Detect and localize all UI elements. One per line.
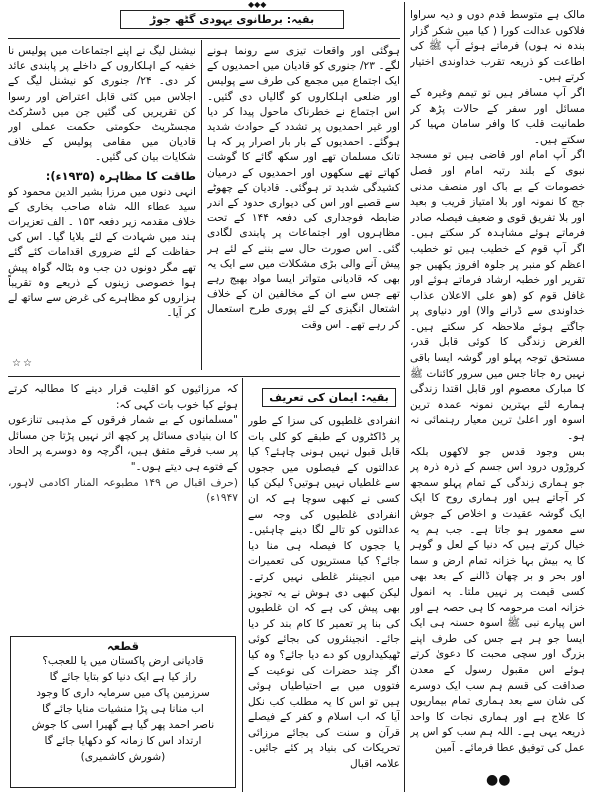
quote-paragraph: "مسلمانوں کے بے شمار فرقوں کے مذہبی تنازعوں کا ان بنیادی مسائل پر کچھ اثر نہیں پڑتا جن مسائل پر سب فرقے متفق ہیں، اگرچہ وہ دوسرے پر الحاد کے فتوے ہی دیتے ہوں۔" xyxy=(8,414,238,473)
end-dots: ●● xyxy=(486,772,511,788)
lower-left-column xyxy=(8,382,238,622)
right-paragraph: مالک ہے متوسط قدم دوں و دیہ سراوا فلاکوں عدالت کورا ( کیا میں شکر گزار بندہ نہ ہوں) فرماتے ہوئے آپ ﷺ کی اطاعت کو ذریعہ تقرب خداوندی اختیار کرتے ہیں۔ xyxy=(410,9,585,84)
right-paragraph: اگر آپ مسافر ہیں تو تیمم وغیرہ کے مسائل اور سفر کے حالات پڑھ کر طمانیت قلب کا وافر سامان مہیا کر سکتے ہیں۔ xyxy=(410,86,585,146)
column-divider xyxy=(404,2,405,792)
article-paragraph: ہوگئی اور واقعات تیزی سے رونما ہونے لگے۔ ۲۳/ جنوری کو قادیان میں احمدیوں کے ایک اجتماع میں مجمع کی طرف سے پولیس اور ضلعی اہلکاروں کو گالیاں دی گئیں۔ اس اجتماع نے خطرناک ماحول پیدا کر دیا اور غیر احمدیوں پر تشدد کے حوادث شدید ہوگئے۔ احمدیوں کے بار بار اصرار پر کہ ہا تانک مسلمان تھے اور سکھ گائے کا گوشت کھاتے تھے سکھوں اور احمدیوں کے درمیان کشیدگی شدید تر ہوگئی۔ قادیان کے چھوٹے سے قصبے اور اس کی دیواری حدود کے اندر ضابطہ فوجداری کی دفعہ ۱۴۴ کے تحت مظاہروں اور اجتماعات پر پابندی لگادی گئی۔ اس صورت حال سے بننے کے لئے ہر پیش آنے والی بڑی مشکلات میں سے ایک یہ بھی کہ قادیانی متواتر ایسا مواد بھیج رہے تھے جس سے ان کے مخالفین ان کے خلاف اشتعال انگیزی کے لئے پوری طرح استعمال کر رہے تھے۔ اس وقت xyxy=(207,45,400,331)
lower-divider xyxy=(242,378,243,792)
intro-paragraph: کہ مرزائیوں کو اقلیت قرار دینے کا مطالبہ کرتے ہوئے کیا خوب بات کہی کہ: xyxy=(8,383,238,411)
qita-line: راز کیا ہے ایک دنیا کو بتایا جائے گا xyxy=(49,671,197,683)
section-subheading: طاقت کا مظاہرہ (۱۹۳۵ء): xyxy=(45,168,196,183)
iman-column xyxy=(248,414,400,792)
qita-line: قادیانی ارض پاکستان میں یا للعجب؟ xyxy=(42,655,204,667)
qita-line: اب منانا ہی پڑا منشیات منایا جائے گا xyxy=(42,703,204,715)
qita-poet: (شورش کاشمیری) xyxy=(80,751,166,763)
qita-line: ارتداد اس کا زمانہ کو دکھایا جائے گا xyxy=(44,735,202,747)
header-rule xyxy=(8,38,400,39)
qita-line: ناصر احمد پھر گیا ہے گھیرا اسی کا جوش xyxy=(31,719,215,731)
article-column-b xyxy=(8,44,196,374)
iman-paragraph: انفرادی غلطیوں کی سزا کے طور پر ڈاکٹروں کے طبقے کو کلی بات قابل قبول نہیں ہونی چاہئے؟ کیا عدالتوں کے فیصلوں میں ججوں سے غلطیاں نہیں ہوتیں؟ لیکن کیا کسی نے کبھی سوچا ہے کہ ان انفرادی غلطیوں کی وجہ سے عدالتوں کو تالے لگا دینے چاہئیں۔ یا ججوں کا فیصلہ ہی منا دیا جائے؟ کیا مستریوں کی تعمیرات میں انجینئر غلطی نہیں کرتے۔ لیکن کبھی دی ہوش نے یہ تجویز بھی پیش کی ہے کہ ان غلطیوں کی بنا پر تعمیر کا کام بند کر دیا جائے۔ انجینئروں کی بجائے کوئی ٹھیکیداروں کو دے دیا جائے؟ وہ کیا اگر چند حضرات کی نوعیت کے فتووں میں بے احتیاطیاں ہوئی ہیں تو اس کا یہ مطلب کب نکل آیا کہ اب اسلام و کفر کے فیصلے قرآن و سنت کی بجائے مرزائی تحریکات کی بنیاد پر کئے جائیں۔ علامہ اقبال xyxy=(248,415,400,771)
subcolumn-divider xyxy=(201,40,202,370)
section-rule xyxy=(8,376,400,377)
qita-box xyxy=(10,636,236,788)
stars-ornament: ☆☆ xyxy=(12,358,34,369)
article-column-a xyxy=(207,44,400,344)
right-column xyxy=(410,8,585,793)
qita-title: قطعہ xyxy=(107,639,139,653)
top-ornament: ◆◆◆ xyxy=(248,0,267,9)
article-paragraph: انہی دنوں میں مرزا بشیر الدین محمود کو سید عطاء اللہ شاہ صاحب بخاری کے خلاف مقدمہ زیر دفعہ ۱۵۳ ۔ الف تعزیرات ہند میں شہادت کے لئے بلایا گیا۔ اس کی حفاظت کے لئے ضروری اقدامات کئے گئے تھے مگر دونوں دن جب وہ بٹالہ گواہ پیش ہوا خصوصی زینوں کے ذریعے وہ تقریباً ہزاروں کو مظاہرے کی غرض سے ساتھ لے کر آیا۔ xyxy=(8,185,196,320)
qita-line: سرزمین پاک میں سرمایہ داری کا وجود xyxy=(36,687,210,699)
article-paragraph: نیشنل لیگ نے اپنے اجتماعات میں پولیس نا خفیہ کے اہلکاروں کے داخلے پر پابندی عائد کر دی۔ ۲۴/ جنوری کو نیشنل لیگ کے اجلاس میں کئی قابل اعتراض اور رسوا کن تقریریں کی گئیں جن میں ڈسٹرکٹ مجسٹریٹ حکومتی حکمت عملی اور قادیان میں مقامی پولیس کے خلاف شکایات بیان کی گئیں۔ xyxy=(8,45,196,164)
article-header: بقیہ: برطانوی یہودی گٹھ جوڑ xyxy=(120,10,344,29)
right-paragraph: بس وجود قدس جو لاکھوں بلکہ کروڑوں درود اس جسم کے ذرہ ذرہ پر جو ہماری زندگی کے تمام پہلو سمجھ کر آجاتے ہیں اور ہماری روح کا ایک ایک گوشہ عقیدت و اخلاص کے جوش سے معمور ہو جاتا ہے۔ جب ہم یہ خیال کرتے ہیں کہ دنیا کے لعل و گوہر کا یہ بیش بہا خزانہ تمام ارض و سما اور بحر و بر چھان ڈالنے کے بعد بھی کسی قیمت پر نہیں ملتا۔ یہ انمول خزانہ امت مرحومہ کا ہی حصہ ہے اور اس پیارے نبی ﷺ اسوہ حسنہ ہی ایک ایسا جو ہر ہے جس کی طرف اپنے بزرگ اور سچی محبت کا دعویٰ کرتے ہوئے اس مقبول رسول کے معدن صداقت کی قسم ہم سب ایک دوسرے کی شان سے بعد ہماری تمام بیماریوں کا علاج ہے اور ہماری نجات کا واحد ذریعہ یہی ہے۔ اللہ ہم سب کو اس پر عمل کی توفیق عطا فرمائے۔ آمین xyxy=(410,445,585,754)
citation: (حرف اقبال ص ۱۴۹ مطبوعہ المنار اکادمی لاہور، ۱۹۴۷ء) xyxy=(8,476,238,505)
iman-header: بقیہ: ایمان کی تعریف xyxy=(262,388,396,407)
right-paragraph: اگر آپ امام اور قاضی ہیں تو مسجد نبوی کے بلند رتبہ امام اور فصل خصومات کے بے باک اور منصف مدنی جج کا نمونہ اور بلا امتیاز قریب و بعید اور بلا تفریق قوی و ضعیف فیصلہ صادر فرماتے ہوئے مشاہدہ کر سکتے ہیں۔ اگر آپ قوم کے خطیب ہیں تو خطیب اعظم کو منبر پر جلوہ افروز یکھیں جو تقریر اور خطبہ ارشاد فرماتے ہوئے اور غافل قوم کو (ھو علی الاعلان عذاب خداوندی سے ڈرانے والا) اور دنیاوی پر جاگتے ہوئے ملاحظہ کر سکتے ہیں۔ الغرض زندگی کا کوئی قابل قدر، مستحق توجہ پہلو اور گوشہ ایسا باقی نہیں رہ جاتا جس میں سرور کائنات ﷺ کا مبارک معصوم اور قابل اقتدا زندگی ہمارے لئے بہترین نمونہ عمدہ ترین اسوہ اور اعلیٰ ترین معیار رہنمائی نہ ہو۔ xyxy=(410,149,585,443)
